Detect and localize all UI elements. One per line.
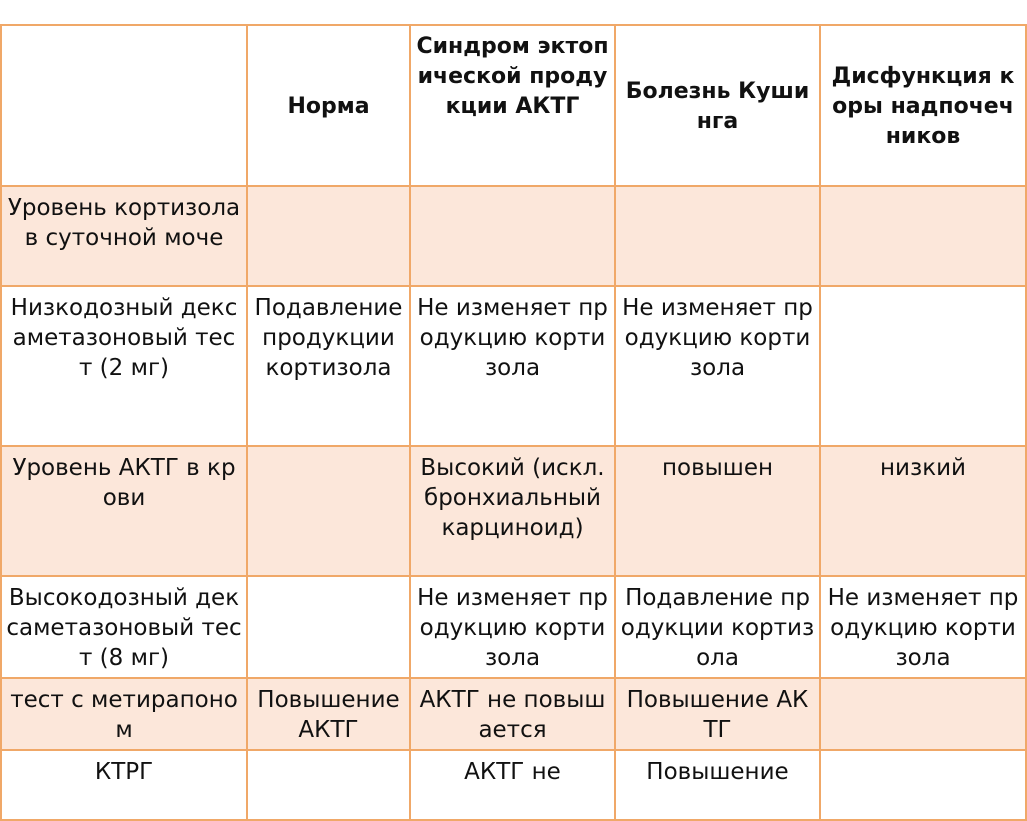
adrenal-cell [820,186,1026,286]
header-cell-ectopic-acth: Синдром эктопической продукции АКТГ [410,25,615,186]
cushing-cell [615,186,820,286]
norm-cell [247,750,410,820]
ectopic-cell [410,186,615,286]
table-row [1,576,1026,678]
table-row [1,186,1026,286]
row-label-cell: КТРГ [1,750,247,820]
adrenal-cell [820,750,1026,820]
row-label-cell: тест с метирапоном [1,678,247,750]
row-label-cell: Высокодозный дексаметазоновый тест (8 мг) [1,576,247,678]
diagnostic-comparison-table [0,24,1027,821]
cushing-cell: Подавление продукции кортизола [615,576,820,678]
adrenal-cell [820,678,1026,750]
adrenal-cell: низкий [820,446,1026,576]
table-row [1,446,1026,576]
norm-cell: Повышение АКТГ [247,678,410,750]
norm-cell: Подавление продукции кортизола [247,286,410,446]
ectopic-cell: АКТГ не [410,750,615,820]
norm-cell [247,186,410,286]
ectopic-cell: АКТГ не повышается [410,678,615,750]
header-cell-adrenal-dysfunction: Дисфункция коры надпочечников [820,25,1026,186]
adrenal-cell: Не изменяет продукцию кортизола [820,576,1026,678]
table-row [1,678,1026,750]
ectopic-cell: Не изменяет продукцию кортизола [410,576,615,678]
cushing-cell: повышен [615,446,820,576]
cushing-cell: Повышение АКТГ [615,678,820,750]
cushing-cell: Повышение [615,750,820,820]
ectopic-cell: Не изменяет продукцию кортизола [410,286,615,446]
row-label-cell: Низкодозный дексаметазоновый тест (2 мг) [1,286,247,446]
norm-cell [247,576,410,678]
ectopic-cell: Высокий (искл. бронхиальный карциноид) [410,446,615,576]
row-label-cell: Уровень кортизола в суточной моче [1,186,247,286]
norm-cell [247,446,410,576]
table-row [1,750,1026,820]
table-row [1,286,1026,446]
adrenal-cell [820,286,1026,446]
row-label-cell: Уровень АКТГ в крови [1,446,247,576]
header-cell-cushing-disease: Болезнь Кушинга [615,25,820,186]
header-row [1,25,1026,186]
cushing-cell: Не изменяет продукцию кортизола [615,286,820,446]
header-cell-norm: Норма [247,25,410,186]
header-cell-empty [1,25,247,186]
